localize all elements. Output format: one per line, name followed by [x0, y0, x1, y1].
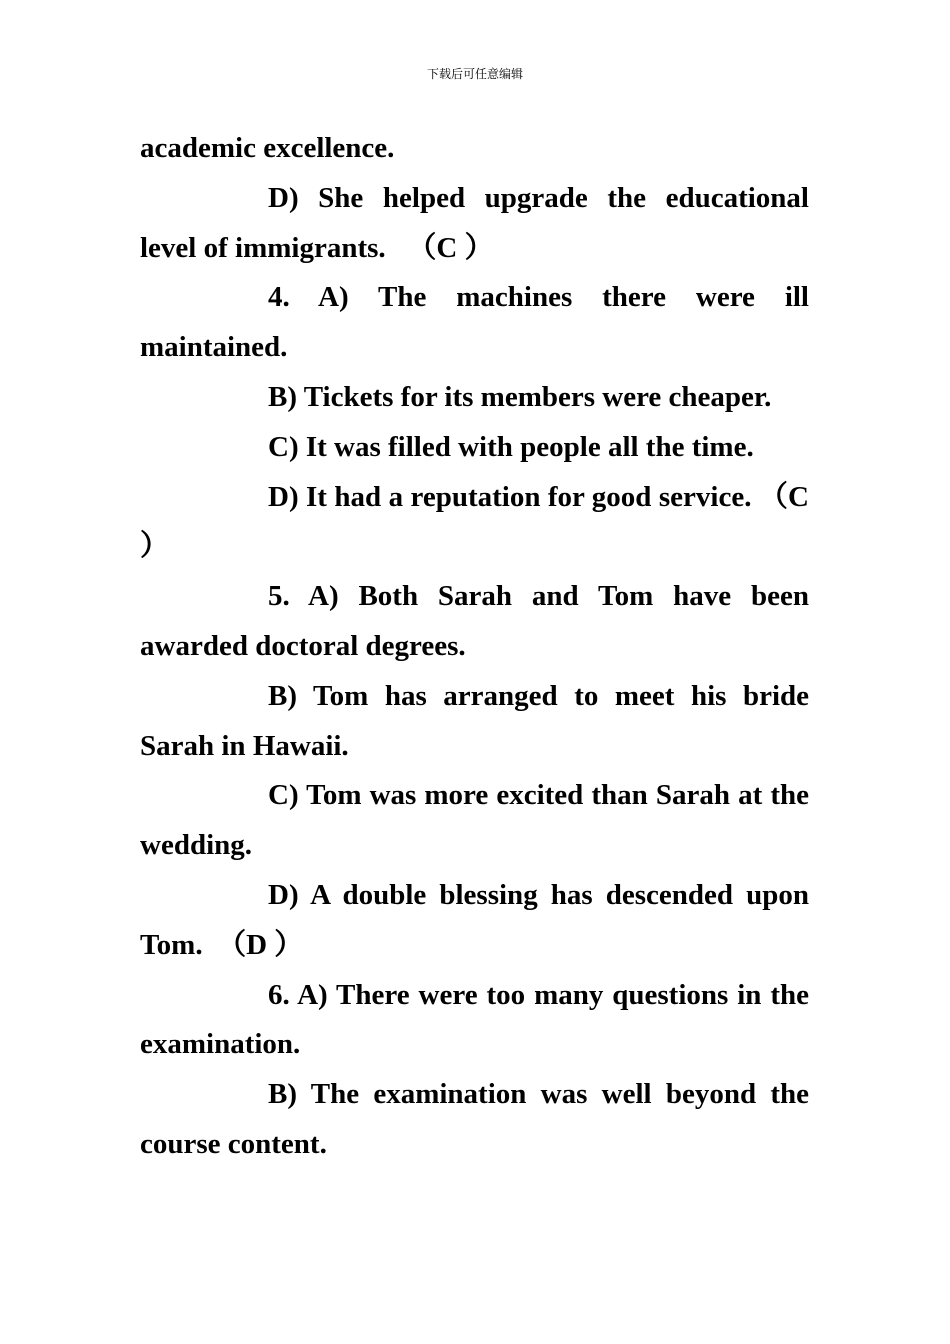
option-a-q6	[140, 971, 809, 1071]
option-c-q5	[140, 771, 809, 871]
paragraph-text: B) Tom has arranged to meet his bride Sarah in Hawaii.	[140, 679, 809, 762]
option-b-q5	[140, 672, 809, 772]
paragraph-text: D) A double blessing has descended upon Tom.	[140, 878, 809, 961]
paragraph-continuation	[140, 124, 809, 174]
paragraph-text: B) Tickets for its members were cheaper.	[268, 380, 772, 413]
answer-mark: （D ）	[217, 928, 304, 961]
option-a-q4	[140, 273, 809, 373]
option-d-q5	[140, 871, 809, 971]
paragraph-text: C) It was filled with people all the time.	[268, 430, 754, 463]
paragraph-text: C) Tom was more excited than Sarah at the wedding.	[140, 779, 809, 862]
option-b-q4	[140, 373, 809, 423]
paragraph-text: D) She helped upgrade the educational level of immigrants.	[140, 181, 809, 264]
paragraph-text: B) The examination was well beyond the course content.	[140, 1078, 809, 1160]
option-c-q4	[140, 423, 809, 473]
answer-mark: （C ）	[407, 231, 494, 264]
option-b-q6	[140, 1070, 809, 1170]
paragraph-text: academic excellence.	[140, 132, 395, 164]
page-header: 下载后可任意编辑	[426, 67, 523, 81]
option-a-q5	[140, 572, 809, 672]
document-body	[140, 124, 809, 1170]
paragraph-text: 4. A) The machines there were ill maintained.	[140, 281, 809, 364]
paragraph-text: 6. A) There were too many questions in the examination.	[140, 978, 809, 1061]
option-d-q4	[140, 473, 809, 573]
answer-mark: （C ）	[140, 480, 809, 563]
option-d-q3	[140, 174, 809, 274]
paragraph-text: D) It had a reputation for good service.	[268, 480, 752, 513]
paragraph-text: 5. A) Both Sarah and Tom have been awarded doctoral degrees.	[140, 580, 809, 662]
